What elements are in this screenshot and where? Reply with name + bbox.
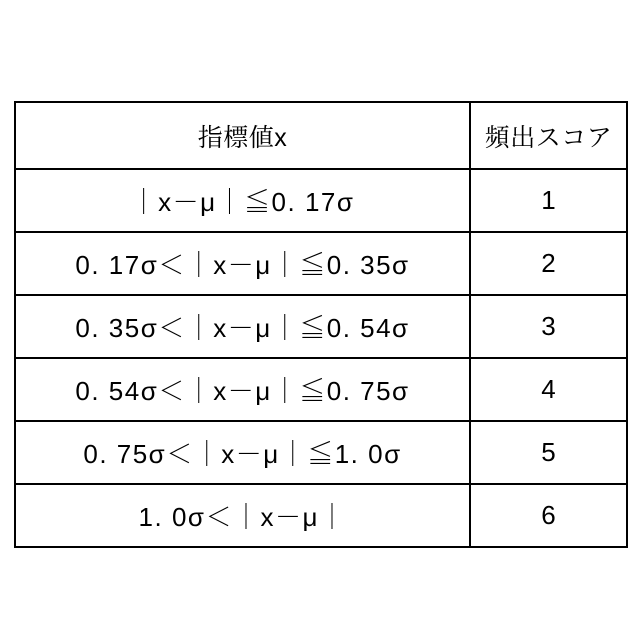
cell-expression: ｜x－μ｜≦0. 17σ (15, 169, 470, 232)
table-row (15, 484, 627, 547)
cell-expression: 0. 75σ＜｜x－μ｜≦1. 0σ (15, 421, 470, 484)
table-row (15, 295, 627, 358)
cell-score: 3 (470, 295, 627, 358)
cell-score: 4 (470, 358, 627, 421)
cell-score: 5 (470, 421, 627, 484)
frequency-score-table (14, 101, 628, 548)
table-row (15, 421, 627, 484)
table-row (15, 169, 627, 232)
cell-expression: 0. 17σ＜｜x－μ｜≦0. 35σ (15, 232, 470, 295)
cell-expression: 0. 35σ＜｜x－μ｜≦0. 54σ (15, 295, 470, 358)
table-row (15, 232, 627, 295)
column-header-expression: 指標値x (15, 102, 470, 169)
cell-score: 1 (470, 169, 627, 232)
table-row (15, 358, 627, 421)
column-header-score: 頻出スコア (470, 102, 627, 169)
table-header-row (15, 102, 627, 169)
cell-score: 2 (470, 232, 627, 295)
cell-expression: 1. 0σ＜｜x－μ｜ (15, 484, 470, 547)
cell-score: 6 (470, 484, 627, 547)
cell-expression: 0. 54σ＜｜x－μ｜≦0. 75σ (15, 358, 470, 421)
score-table-container (14, 101, 626, 548)
